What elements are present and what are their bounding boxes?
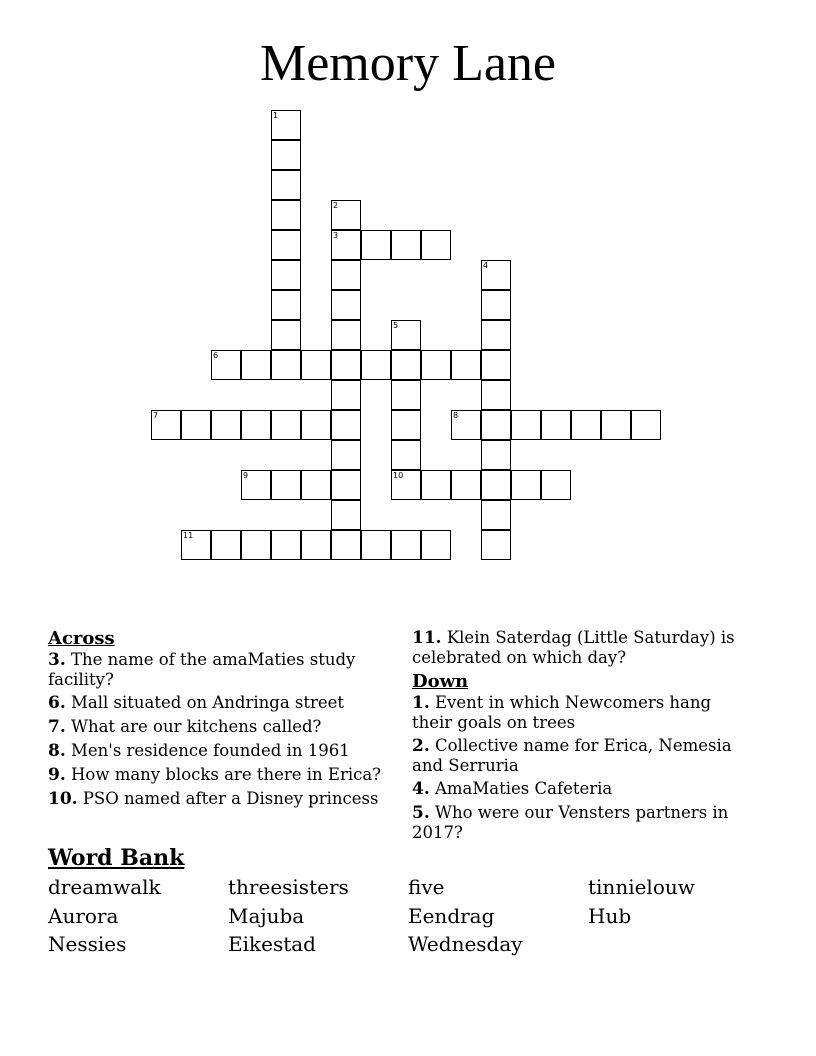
grid-cell[interactable] bbox=[301, 350, 331, 380]
grid-cell[interactable] bbox=[391, 440, 421, 470]
grid-cell[interactable] bbox=[331, 470, 361, 500]
grid-cell[interactable] bbox=[181, 530, 211, 560]
clues-right-column bbox=[412, 628, 752, 846]
grid-cell[interactable] bbox=[331, 290, 361, 320]
grid-cell[interactable] bbox=[331, 530, 361, 560]
word-bank-item: five bbox=[408, 875, 445, 899]
clue-number: 5 bbox=[393, 321, 399, 330]
grid-cell[interactable] bbox=[271, 260, 301, 290]
grid-cell[interactable] bbox=[391, 320, 421, 350]
grid-cell[interactable] bbox=[181, 410, 211, 440]
clue-down-5: 5. Who were our Vensters partners in 2017? bbox=[412, 803, 729, 842]
grid-cell[interactable] bbox=[361, 350, 391, 380]
grid-cell[interactable] bbox=[151, 410, 181, 440]
grid-cell[interactable] bbox=[541, 410, 571, 440]
clue-number: 1 bbox=[273, 111, 279, 120]
clue-number: 7 bbox=[153, 411, 159, 420]
down-heading: Down bbox=[412, 671, 469, 692]
clue-across-7: 7. What are our kitchens called? bbox=[48, 717, 322, 737]
grid-cell[interactable] bbox=[481, 530, 511, 560]
clue-number: 11 bbox=[183, 531, 194, 540]
grid-cell[interactable] bbox=[241, 350, 271, 380]
grid-cell[interactable] bbox=[391, 410, 421, 440]
word-bank-title: Word Bank bbox=[48, 845, 185, 871]
grid-cell[interactable] bbox=[391, 470, 421, 500]
grid-cell[interactable] bbox=[211, 350, 241, 380]
grid-cell[interactable] bbox=[451, 410, 481, 440]
clue-down-4: 4. AmaMaties Cafeteria bbox=[412, 779, 613, 799]
grid-cell[interactable] bbox=[481, 350, 511, 380]
clue-number: 4 bbox=[483, 261, 489, 270]
grid-cell[interactable] bbox=[391, 530, 421, 560]
grid-cell[interactable] bbox=[361, 530, 391, 560]
grid-cell[interactable] bbox=[391, 380, 421, 410]
word-bank-item: Wednesday bbox=[408, 932, 523, 956]
grid-cell[interactable] bbox=[271, 230, 301, 260]
clue-across-9: 9. How many blocks are there in Erica? bbox=[48, 765, 382, 785]
across-heading: Across bbox=[48, 628, 115, 649]
grid-cell[interactable] bbox=[271, 320, 301, 350]
clue-across-8: 8. Men's residence founded in 1961 bbox=[48, 741, 350, 761]
grid-cell[interactable] bbox=[331, 500, 361, 530]
grid-cell[interactable] bbox=[451, 350, 481, 380]
clue-number: 9 bbox=[243, 471, 249, 480]
grid-cell[interactable] bbox=[271, 290, 301, 320]
grid-cell[interactable] bbox=[391, 350, 421, 380]
clue-number: 6 bbox=[213, 351, 219, 360]
clue-number: 8 bbox=[453, 411, 459, 420]
grid-cell[interactable] bbox=[601, 410, 631, 440]
grid-cell[interactable] bbox=[481, 290, 511, 320]
grid-cell[interactable] bbox=[271, 350, 301, 380]
word-bank-item: Eendrag bbox=[408, 903, 495, 928]
grid-cell[interactable] bbox=[331, 230, 361, 260]
word-bank-item: tinnielouw bbox=[588, 875, 695, 899]
grid-cell[interactable] bbox=[271, 470, 301, 500]
grid-cell[interactable] bbox=[481, 500, 511, 530]
grid-cell[interactable] bbox=[541, 470, 571, 500]
grid-cell[interactable] bbox=[391, 230, 421, 260]
grid-cell[interactable] bbox=[271, 110, 301, 140]
grid-cell[interactable] bbox=[241, 410, 271, 440]
grid-cell[interactable] bbox=[511, 410, 541, 440]
word-bank-item: threesisters bbox=[228, 875, 349, 899]
grid-cell[interactable] bbox=[331, 380, 361, 410]
clue-across-3: 3. The name of the amaMaties study facility? bbox=[48, 650, 356, 689]
grid-cell[interactable] bbox=[271, 140, 301, 170]
clues-left-column bbox=[48, 628, 393, 813]
grid-cell[interactable] bbox=[211, 530, 241, 560]
grid-cell[interactable] bbox=[511, 470, 541, 500]
clue-across-6: 6. Mall situated on Andringa street bbox=[48, 693, 345, 713]
clue-number: 10 bbox=[393, 471, 404, 480]
word-bank-item: Eikestad bbox=[228, 932, 316, 956]
grid-cell[interactable] bbox=[211, 410, 241, 440]
grid-cell[interactable] bbox=[331, 200, 361, 230]
grid-cell[interactable] bbox=[421, 530, 451, 560]
grid-cell[interactable] bbox=[481, 320, 511, 350]
grid-cell[interactable] bbox=[331, 320, 361, 350]
word-bank-item: Aurora bbox=[48, 903, 119, 928]
grid-cell[interactable] bbox=[481, 380, 511, 410]
grid-cell[interactable] bbox=[331, 350, 361, 380]
grid-cell[interactable] bbox=[481, 260, 511, 290]
grid-cell[interactable] bbox=[421, 350, 451, 380]
grid-cell[interactable] bbox=[331, 440, 361, 470]
grid-cell[interactable] bbox=[481, 410, 511, 440]
grid-cell[interactable] bbox=[271, 410, 301, 440]
word-bank bbox=[48, 873, 768, 959]
clue-across-11: 11. Klein Saterdag (Little Saturday) is celebrated on which day? bbox=[412, 628, 735, 667]
grid-cell[interactable] bbox=[271, 200, 301, 230]
grid-cell[interactable] bbox=[631, 410, 661, 440]
word-bank-item: Nessies bbox=[48, 932, 127, 956]
grid-cell[interactable] bbox=[301, 530, 331, 560]
word-bank-item: Majuba bbox=[228, 903, 305, 928]
clue-number: 2 bbox=[333, 201, 339, 210]
grid-cell[interactable] bbox=[301, 470, 331, 500]
grid-cell[interactable] bbox=[481, 470, 511, 500]
grid-cell[interactable] bbox=[271, 530, 301, 560]
puzzle-title: Memory Lane bbox=[259, 35, 556, 92]
grid-cell[interactable] bbox=[301, 410, 331, 440]
clue-number: 3 bbox=[333, 231, 339, 240]
grid-cell[interactable] bbox=[331, 410, 361, 440]
clue-across-10: 10. PSO named after a Disney princess bbox=[48, 789, 379, 809]
grid-cell[interactable] bbox=[421, 470, 451, 500]
word-bank-item: Hub bbox=[588, 903, 632, 928]
grid-cell[interactable] bbox=[271, 170, 301, 200]
grid-cell[interactable] bbox=[451, 470, 481, 500]
grid-cell[interactable] bbox=[571, 410, 601, 440]
grid-cell[interactable] bbox=[361, 230, 391, 260]
grid-cell[interactable] bbox=[331, 260, 361, 290]
grid-cell[interactable] bbox=[241, 470, 271, 500]
clue-down-1: 1. Event in which Newcomers hang their goals on trees bbox=[412, 693, 712, 732]
grid-cell[interactable] bbox=[241, 530, 271, 560]
clue-down-2: 2. Collective name for Erica, Nemesia and Serruria bbox=[412, 736, 732, 775]
grid-cell[interactable] bbox=[481, 440, 511, 470]
word-bank-item: dreamwalk bbox=[48, 875, 161, 899]
grid-cell[interactable] bbox=[421, 230, 451, 260]
